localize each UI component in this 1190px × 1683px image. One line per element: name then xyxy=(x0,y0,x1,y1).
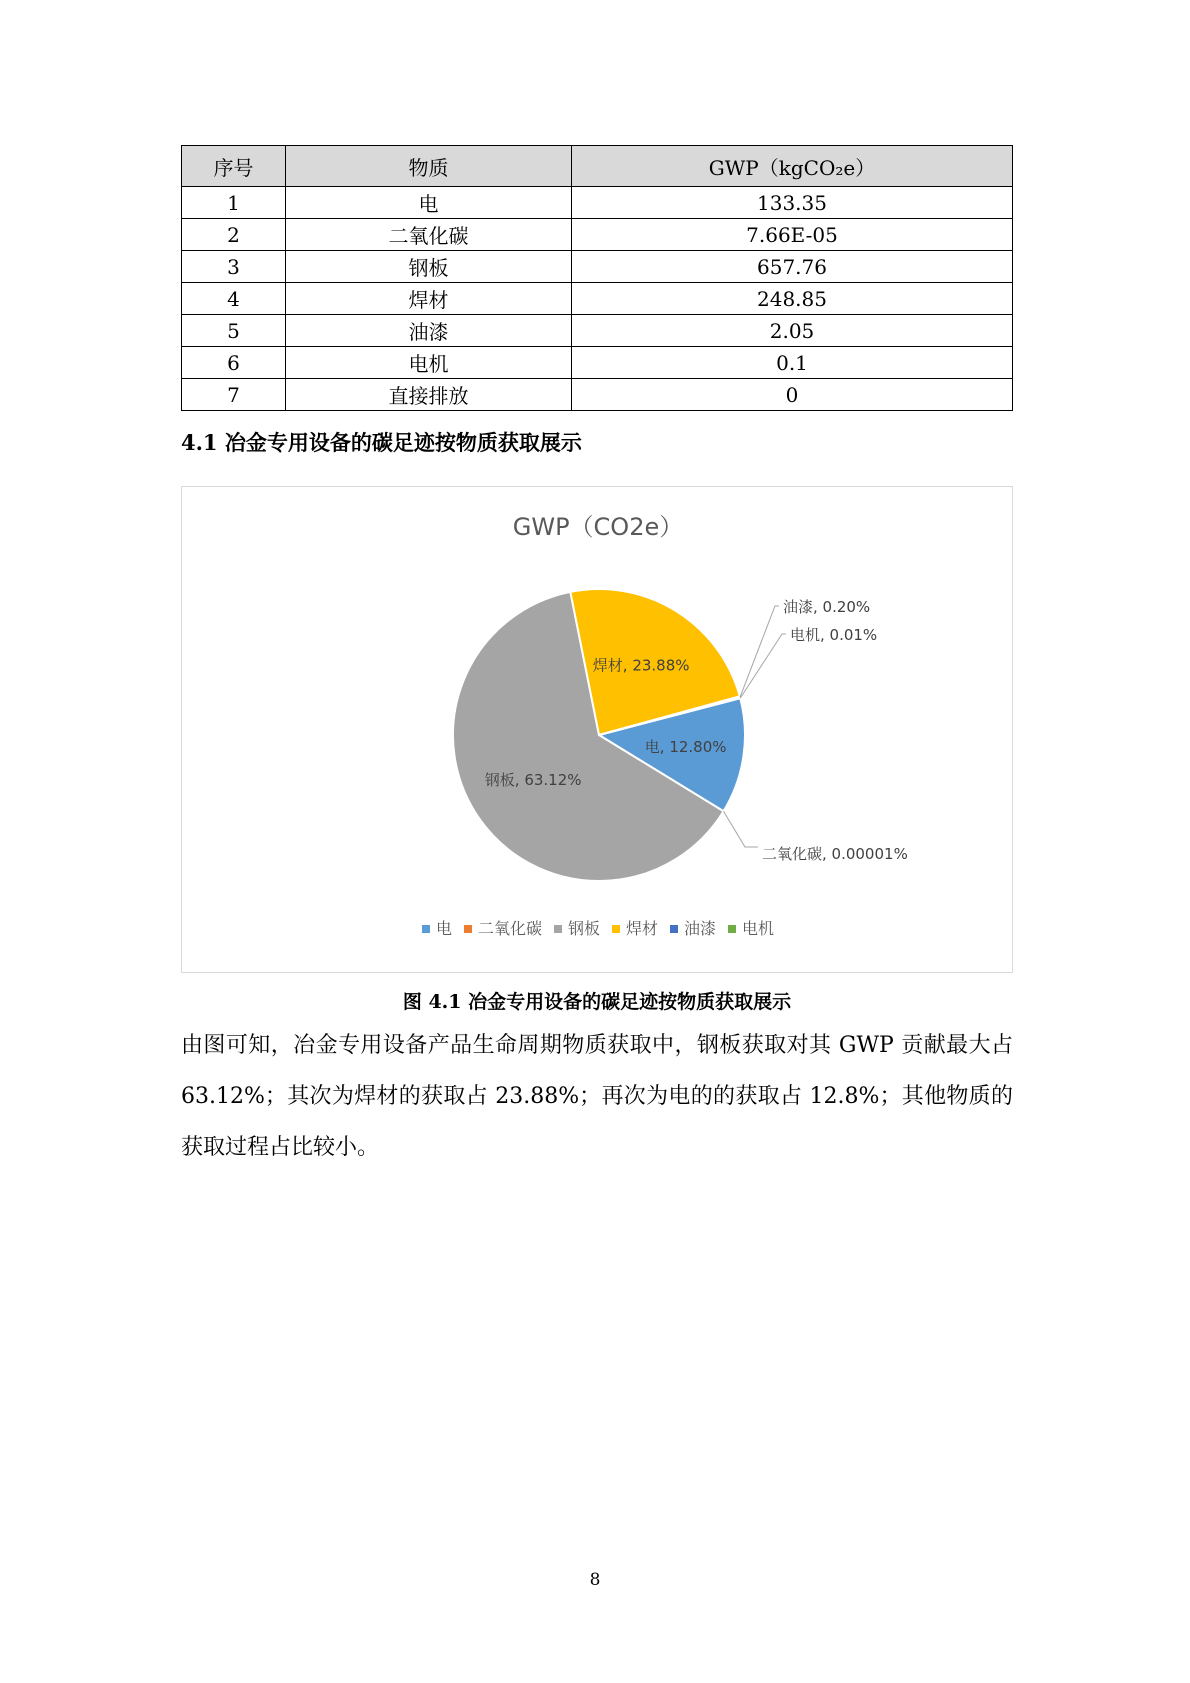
leader-line xyxy=(740,634,786,698)
cell-gwp: 133.35 xyxy=(572,187,1013,219)
table-row xyxy=(182,187,1013,219)
table-header-row xyxy=(182,146,1013,187)
header-substance: 物质 xyxy=(286,146,572,187)
cell-substance: 电机 xyxy=(286,347,572,379)
legend-item xyxy=(464,919,542,938)
cell-gwp: 2.05 xyxy=(572,315,1013,347)
table-row xyxy=(182,347,1013,379)
pie-chart-container xyxy=(181,486,1013,973)
cell-substance: 二氧化碳 xyxy=(286,219,572,251)
legend-swatch xyxy=(728,925,736,933)
section-heading: 4.1 冶金专用设备的碳足迹按物质获取展示 xyxy=(181,430,582,455)
cell-substance: 钢板 xyxy=(286,251,572,283)
leader-line xyxy=(740,606,779,697)
legend-label: 钢板 xyxy=(567,919,600,938)
legend-label: 焊材 xyxy=(626,919,659,938)
cell-substance: 焊材 xyxy=(286,283,572,315)
figure-caption: 图 4.1 冶金专用设备的碳足迹按物质获取展示 xyxy=(402,991,792,1013)
legend-item xyxy=(612,919,658,938)
cell-index: 2 xyxy=(182,219,286,251)
cell-index: 7 xyxy=(182,379,286,411)
cell-gwp: 0 xyxy=(572,379,1013,411)
data-label: 电机, 0.01% xyxy=(790,626,878,644)
data-label: 电, 12.80% xyxy=(644,737,727,756)
cell-substance: 电 xyxy=(286,187,572,219)
data-label: 钢板, 63.12% xyxy=(484,770,582,789)
legend-swatch xyxy=(554,925,562,933)
legend-label: 电 xyxy=(435,919,452,938)
body-paragraph: 由图可知，冶金专用设备产品生命周期物质获取中，钢板获取对其 GWP 贡献最大占 63.12%；其次为焊材的获取占 23.88%；再次为电的的获取占 12.8%；其他物质的获取过程占比较小。 xyxy=(181,1033,1013,1160)
legend-swatch xyxy=(612,925,620,933)
legend-swatch xyxy=(464,925,472,933)
table-row xyxy=(182,315,1013,347)
cell-gwp: 657.76 xyxy=(572,251,1013,283)
cell-substance: 直接排放 xyxy=(286,379,572,411)
legend-item xyxy=(422,919,452,938)
cell-index: 6 xyxy=(182,347,286,379)
legend-item xyxy=(670,919,716,938)
cell-gwp: 7.66E-05 xyxy=(572,219,1013,251)
cell-gwp: 248.85 xyxy=(572,283,1013,315)
table-row xyxy=(182,251,1013,283)
legend-label: 二氧化碳 xyxy=(477,919,542,938)
header-gwp: GWP（kgCO₂e） xyxy=(572,146,1013,187)
legend-item xyxy=(554,919,600,938)
legend-swatch xyxy=(422,925,430,933)
chart-legend xyxy=(182,916,1014,939)
data-label: 二氧化碳, 0.00001% xyxy=(762,845,908,863)
cell-index: 3 xyxy=(182,251,286,283)
cell-substance: 油漆 xyxy=(286,315,572,347)
data-label: 焊材, 23.88% xyxy=(592,656,690,675)
page-number: 8 xyxy=(589,1570,601,1590)
cell-index: 4 xyxy=(182,283,286,315)
cell-index: 5 xyxy=(182,315,286,347)
table-row xyxy=(182,379,1013,411)
pie-chart xyxy=(182,487,1014,907)
table-row xyxy=(182,283,1013,315)
gwp-table xyxy=(181,145,1013,411)
cell-index: 1 xyxy=(182,187,286,219)
header-index: 序号 xyxy=(182,146,286,187)
legend-label: 电机 xyxy=(742,919,775,938)
data-label: 油漆, 0.20% xyxy=(783,598,871,616)
table-row xyxy=(182,219,1013,251)
legend-swatch xyxy=(670,925,678,933)
chart-title: GWP（CO2e） xyxy=(512,513,684,541)
cell-gwp: 0.1 xyxy=(572,347,1013,379)
legend-label: 油漆 xyxy=(684,919,717,938)
legend-item xyxy=(728,919,774,938)
leader-line xyxy=(724,811,758,847)
